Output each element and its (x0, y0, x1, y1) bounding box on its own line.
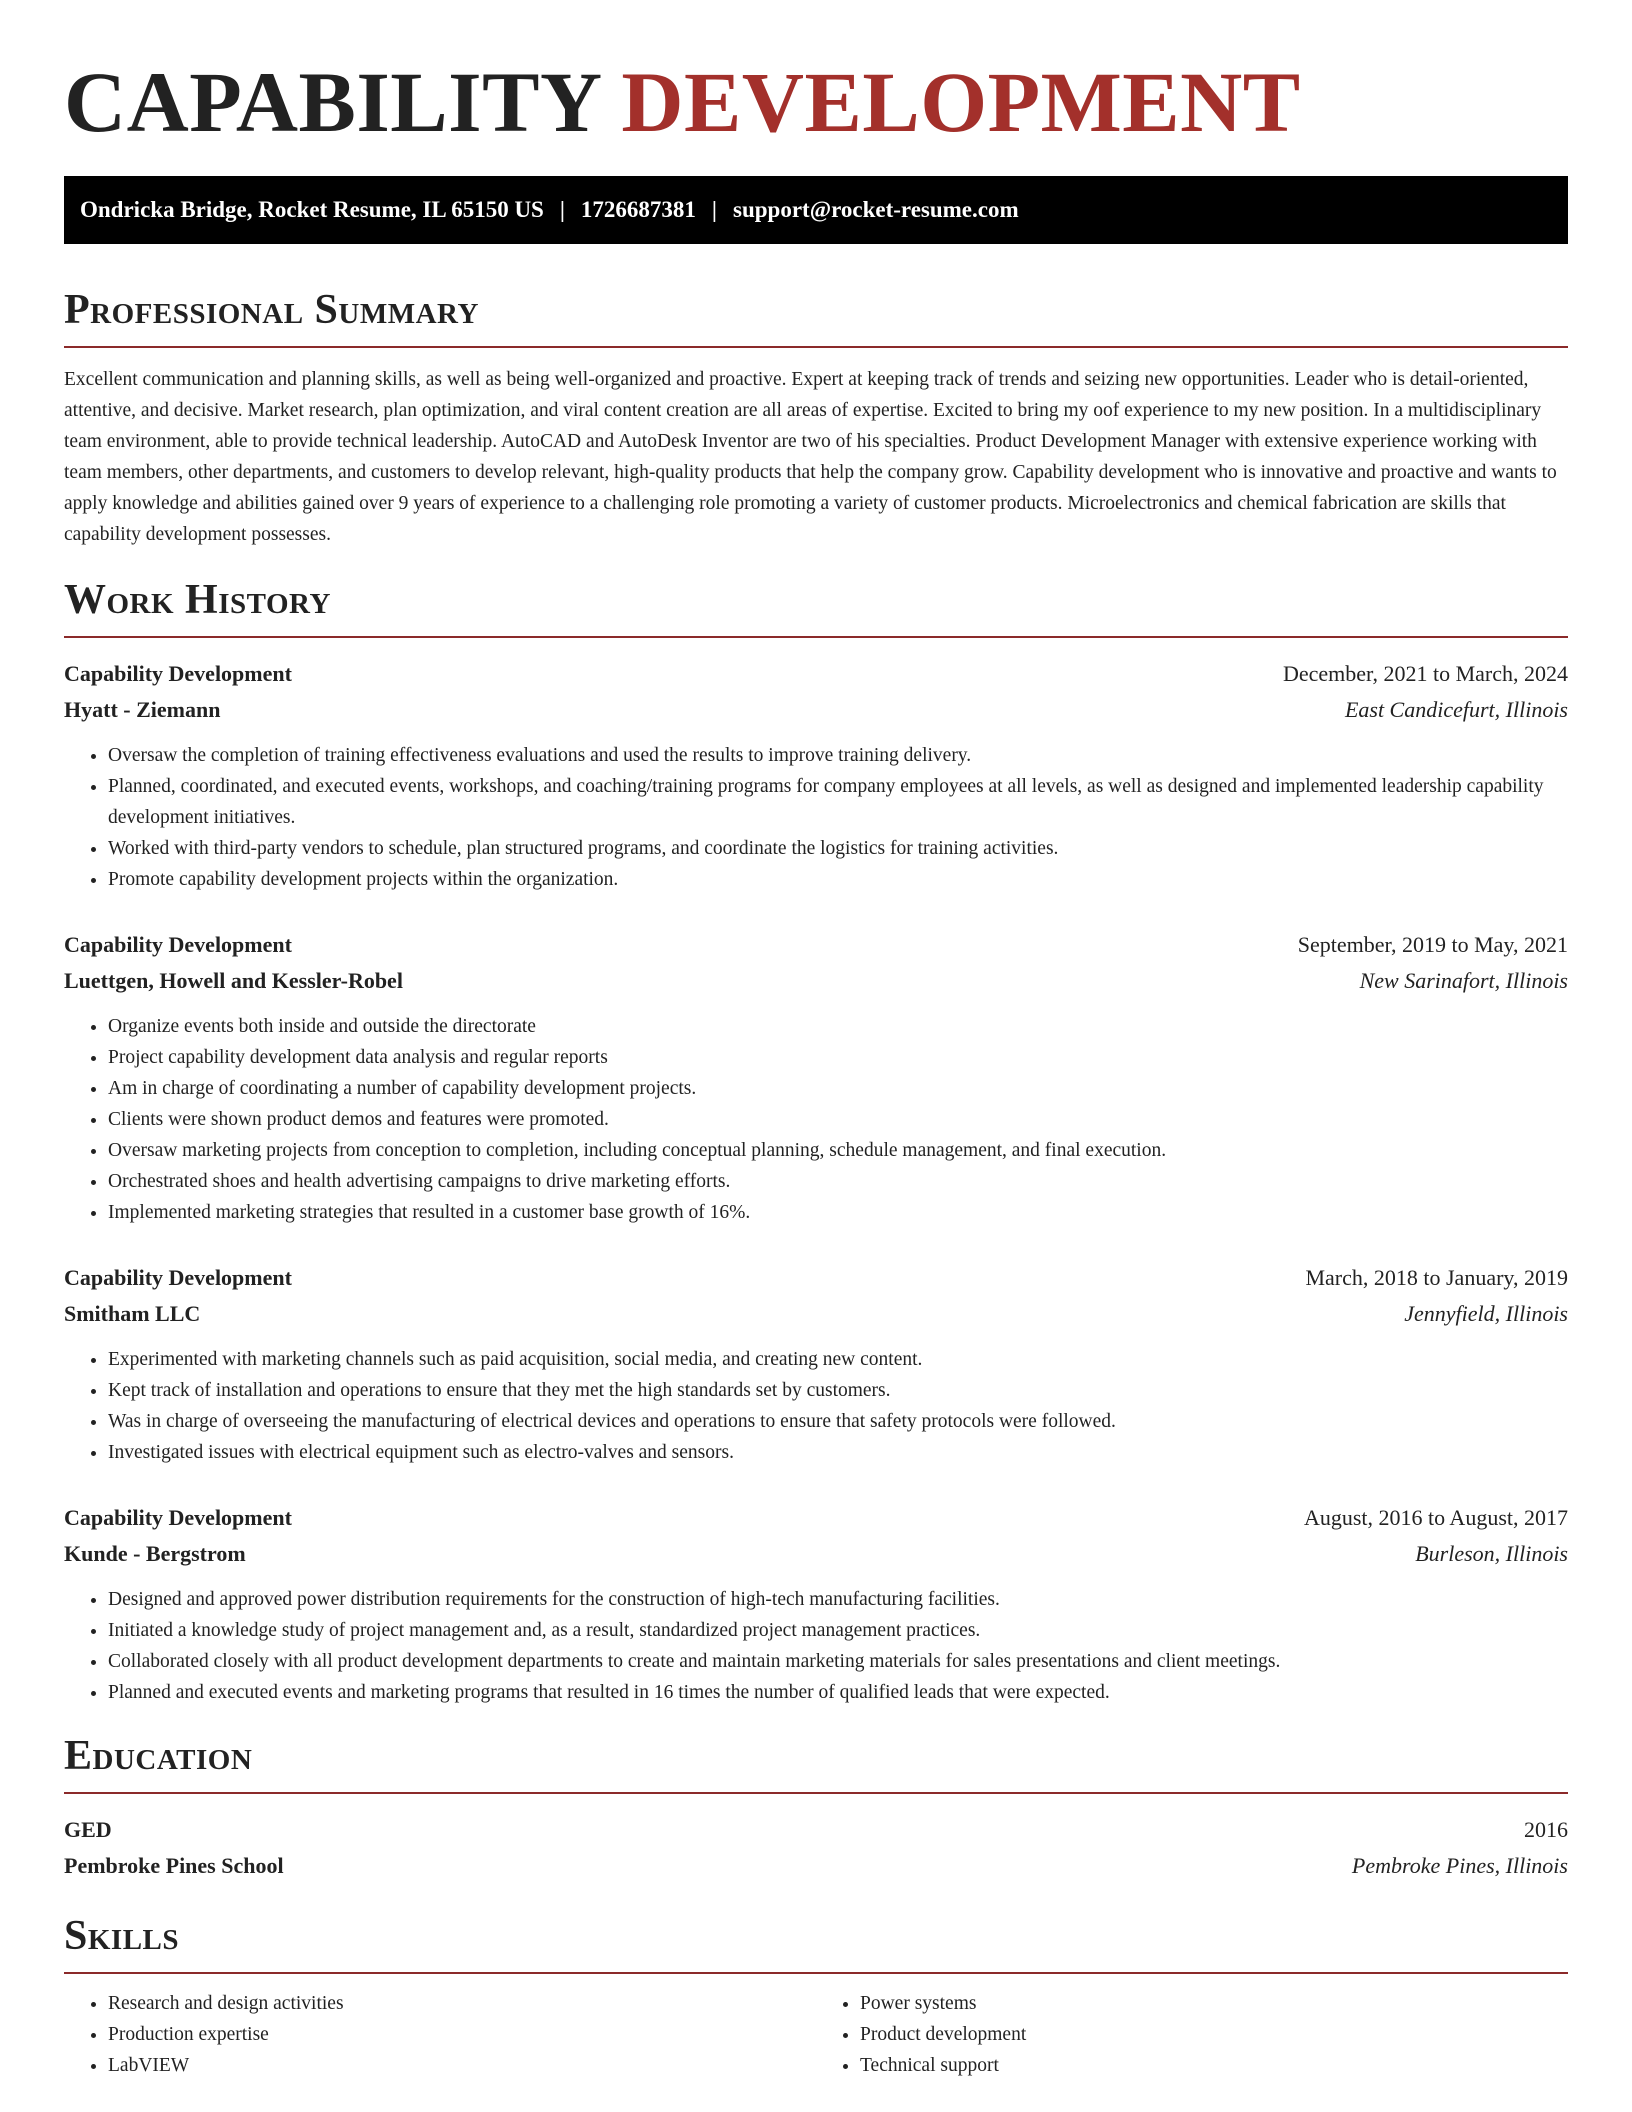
education-degree: GED (64, 1817, 112, 1842)
contact-address: Ondricka Bridge, Rocket Resume, IL 65150 US (80, 197, 544, 222)
skill-item: • Production expertise (108, 2019, 816, 2050)
job-bullets (64, 1344, 1568, 1468)
job-header (64, 1500, 1568, 1536)
summary-heading: Professional Summary (64, 288, 1568, 348)
skills-columns (64, 1988, 1568, 2081)
job-location: New Sarinafort, Illinois (1359, 968, 1568, 993)
skills-section (64, 1914, 1568, 2081)
job-bullet: • Experimented with marketing channels such as paid acquisition, social media, and creating new content. (108, 1344, 1568, 1375)
job-bullet: • Designed and approved power distribution requirements for the construction of high-tech manufacturing facilities. (108, 1584, 1568, 1615)
job-header (64, 1260, 1568, 1296)
job-header (64, 927, 1568, 963)
job-bullet: • Initiated a knowledge study of project management and, as a result, standardized project management practices. (108, 1615, 1568, 1646)
job-bullet: • Planned, coordinated, and executed events, workshops, and coaching/training programs for company employees at all levels, as well as designed and implemented leadership capability development initiatives. (108, 771, 1568, 833)
job-dates: March, 2018 to January, 2019 (1305, 1265, 1568, 1290)
education-location: Pembroke Pines, Illinois (1351, 1853, 1568, 1878)
name-first: CAPABILITY (64, 54, 600, 150)
education-section (64, 1734, 1568, 1884)
job-bullet: • Implemented marketing strategies that resulted in a customer base growth of 16%. (108, 1197, 1568, 1228)
job-entry (64, 927, 1568, 1228)
job-bullet: • Was in charge of overseeing the manufacturing of electrical devices and operations to ensure that safety protocols were followed. (108, 1406, 1568, 1437)
job-company: Luettgen, Howell and Kessler-Robel (64, 968, 403, 993)
job-entry (64, 1260, 1568, 1468)
job-entry (64, 1500, 1568, 1708)
skills-list-right (816, 1988, 1568, 2081)
contact-email: support@rocket-resume.com (733, 197, 1019, 222)
job-bullet: • Am in charge of coordinating a number of capability development projects. (108, 1073, 1568, 1104)
job-company: Kunde - Bergstrom (64, 1541, 246, 1566)
job-bullets (64, 1011, 1568, 1228)
job-entry (64, 656, 1568, 895)
contact-separator: | (711, 197, 717, 222)
summary-section (64, 288, 1568, 550)
education-header (64, 1812, 1568, 1848)
job-bullet: • Organize events both inside and outside the directorate (108, 1011, 1568, 1042)
summary-text: Excellent communication and planning skills, as well as being well-organized and proactive. Expert at keeping track of trends and seizing new opportunities. Leader who is detail-oriented, attentive, and decisive. Market research, plan optimization, and viral content creation are all areas of expertise. Excited to bring my oof experience to my new position. In a multidisciplinary team environment, able to provide technical leadership. AutoCAD and AutoDesk Inventor are two of his specialties. Product Development Manager with extensive experience working with team members, other departments, and customers to develop relevant, high-quality products that help the company grow. Capability development who is innovative and proactive and wants to apply knowledge and abilities gained over 9 years of experience to a challenging role promoting a variety of customer products. Microelectronics and chemical fabrication are skills that capability development possesses. (64, 369, 1557, 545)
education-school: Pembroke Pines School (64, 1853, 284, 1878)
education-subheader (64, 1848, 1568, 1884)
skill-item: • Product development (860, 2019, 1568, 2050)
work-history-heading: Work History (64, 578, 1568, 638)
job-dates: August, 2016 to August, 2017 (1303, 1505, 1568, 1530)
skill-item: • LabVIEW (108, 2050, 816, 2081)
job-subheader (64, 1296, 1568, 1332)
job-bullet: • Investigated issues with electrical equipment such as electro-valves and sensors. (108, 1437, 1568, 1468)
job-bullets (64, 1584, 1568, 1708)
name-last: DEVELOPMENT (621, 54, 1301, 150)
job-bullet: • Promote capability development projects within the organization. (108, 864, 1568, 895)
skill-item: • Power systems (860, 1988, 1568, 2019)
skills-list-left (64, 1988, 816, 2081)
contact-separator: | (559, 197, 565, 222)
candidate-name (64, 52, 1568, 152)
work-history-section (64, 578, 1568, 1708)
job-dates: September, 2019 to May, 2021 (1297, 932, 1568, 957)
job-subheader (64, 692, 1568, 728)
skill-item: • Research and design activities (108, 1988, 816, 2019)
job-location: Jennyfield, Illinois (1404, 1301, 1568, 1326)
job-role: Capability Development (64, 932, 292, 957)
job-header (64, 656, 1568, 692)
skills-heading: Skills (64, 1914, 1568, 1974)
job-role: Capability Development (64, 1265, 292, 1290)
job-role: Capability Development (64, 661, 292, 686)
job-bullets (64, 740, 1568, 895)
contact-bar (64, 176, 1568, 244)
job-bullet: • Kept track of installation and operations to ensure that they met the high standards set by customers. (108, 1375, 1568, 1406)
job-bullet: • Oversaw marketing projects from conception to completion, including conceptual planning, schedule management, and final execution. (108, 1135, 1568, 1166)
job-bullet: • Clients were shown product demos and features were promoted. (108, 1104, 1568, 1135)
education-heading: Education (64, 1734, 1568, 1794)
education-year: 2016 (1524, 1817, 1568, 1842)
job-bullet: • Worked with third-party vendors to schedule, plan structured programs, and coordinate the logistics for training activities. (108, 833, 1568, 864)
job-bullet: • Project capability development data analysis and regular reports (108, 1042, 1568, 1073)
contact-phone: 1726687381 (580, 197, 696, 222)
job-bullet: • Planned and executed events and marketing programs that resulted in 16 times the number of qualified leads that were expected. (108, 1677, 1568, 1708)
job-dates: December, 2021 to March, 2024 (1282, 661, 1568, 686)
skill-item: • Technical support (860, 2050, 1568, 2081)
job-subheader (64, 963, 1568, 999)
job-company: Smitham LLC (64, 1301, 201, 1326)
job-role: Capability Development (64, 1505, 292, 1530)
job-bullet: • Orchestrated shoes and health advertising campaigns to drive marketing efforts. (108, 1166, 1568, 1197)
job-location: Burleson, Illinois (1415, 1541, 1568, 1566)
job-company: Hyatt - Ziemann (64, 697, 221, 722)
education-entry (64, 1812, 1568, 1884)
job-location: East Candicefurt, Illinois (1344, 697, 1568, 722)
job-bullet: • Collaborated closely with all product development departments to create and maintain marketing materials for sales presentations and client meetings. (108, 1646, 1568, 1677)
job-bullet: • Oversaw the completion of training effectiveness evaluations and used the results to improve training delivery. (108, 740, 1568, 771)
job-subheader (64, 1536, 1568, 1572)
